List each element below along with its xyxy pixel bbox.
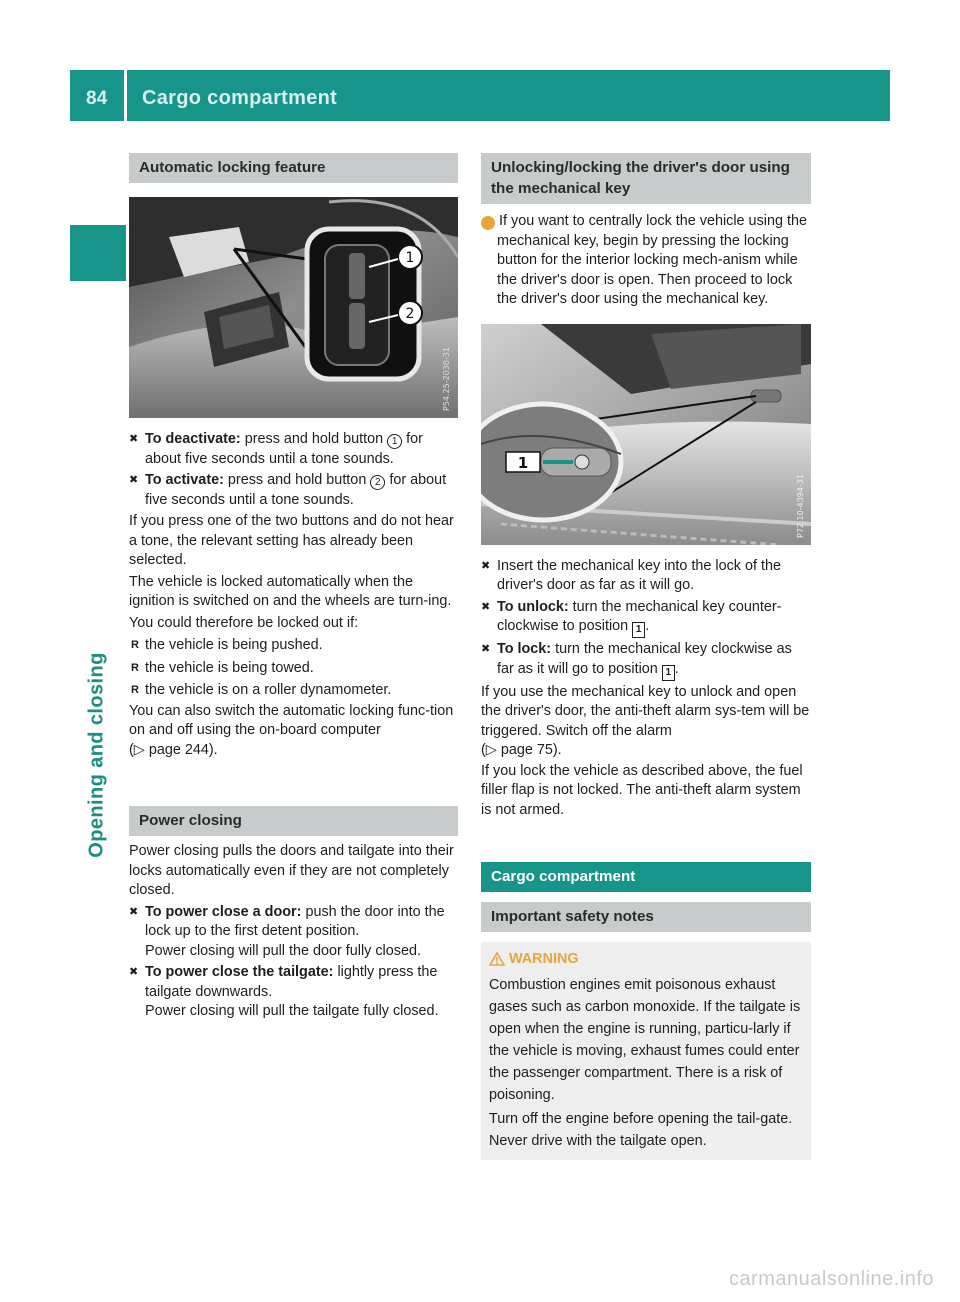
button-2-marker: 2	[370, 475, 385, 490]
warning-text: Combustion engines emit poisonous exhaust gases such as carbon monoxide. If the tailgate is open when the engine is running, particu-larly if the vehicle is moving, exhaust fumes could enter the passenger compartment. There is a risk of poisoning.	[489, 977, 801, 1103]
info-note: i If you want to centrally lock the vehicle using the mechanical key, begin by pressing the locking button for the interior locking mech-anism while the driver's door is open. Then proceed to lock the driver's door using the mechanical key.	[477, 213, 807, 307]
callout-1: 1	[517, 453, 529, 472]
watermark: carmanualsonline.info	[728, 1268, 934, 1290]
subheading-safety-notes: Important safety notes	[481, 902, 811, 932]
insert-key-step: ✖ Insert the mechanical key into the lock of the driver's door as far as it will go.	[481, 557, 811, 596]
paragraph: Power closing pulls the doors and tailgate into their locks automatically even if they are not completely closed.	[129, 843, 454, 898]
image-code: P54.25-2030-31	[442, 346, 451, 411]
header-divider	[124, 70, 127, 121]
paragraph: You could therefore be locked out if:	[129, 614, 359, 631]
paragraph: If you press one of the two buttons and do not hear a tone, the relevant setting has already been selected.	[129, 513, 454, 568]
lock-step: ✖ To lock: turn the mechanical key clockwise as far as it will go to position 1 .	[481, 640, 811, 681]
power-close-door-step: ✖ To power close a door: push the door into the lock up to the first detent position. Power closing will pull the door fully closed.	[129, 903, 458, 962]
warning-title: WARNING	[489, 948, 803, 970]
info-icon: i	[481, 216, 495, 230]
unlock-step: ✖ To unlock: turn the mechanical key counter-clockwise to position 1 .	[481, 598, 811, 639]
page-title: Cargo compartment	[142, 87, 338, 109]
section-heading-unlocking: Unlocking/locking the driver's door using the mechanical key	[481, 153, 811, 204]
list-item: R the vehicle is being towed.	[129, 659, 458, 679]
warning-text: Turn off the engine before opening the tail-gate. Never drive with the tailgate open.	[489, 1111, 793, 1149]
door-lock-image	[481, 324, 811, 545]
power-close-tailgate-step: ✖ To power close the tailgate: lightly press the tailgate downwards. Power closing will pull the tailgate fully closed.	[129, 963, 458, 1022]
page-reference-link[interactable]: (▷ page 75).	[481, 742, 562, 758]
car-door-illustration	[481, 324, 811, 545]
deactivate-step: ✖ To deactivate: press and hold button 1 for about five seconds until a tone sounds.	[129, 430, 458, 469]
warning-box	[481, 942, 811, 1160]
section-heading-cargo: Cargo compartment	[481, 862, 811, 892]
callout-2: 2	[405, 306, 415, 322]
page-number: 84	[86, 88, 108, 109]
paragraph: If you use the mechanical key to unlock and open the driver's door, the anti-theft alarm sys-tem will be triggered. Switch off the alarm	[481, 683, 810, 739]
left-column	[129, 153, 458, 1022]
section-heading-automatic-locking: Automatic locking feature	[129, 153, 458, 183]
activate-step: ✖ To activate: press and hold button 2 for about five seconds until a tone sounds.	[129, 471, 458, 510]
paragraph: The vehicle is locked automatically when the ignition is switched on and the wheels are turn-ing.	[129, 573, 452, 609]
image-code: P72.10-4394-31	[796, 473, 805, 538]
position-1-marker: 1	[632, 622, 645, 638]
paragraph: You can also switch the automatic locking func-tion on and off using the on-board computer	[129, 702, 454, 738]
warning-icon	[489, 952, 505, 966]
paragraph: If you lock the vehicle as described above, the fuel filler flap is not locked. The anti-theft alarm system is not armed.	[481, 762, 803, 818]
side-tab-label: Opening and closing	[85, 652, 108, 858]
door-switch-illustration	[129, 197, 458, 418]
page-reference-link[interactable]: (▷ page 244).	[129, 741, 218, 758]
callout-1: 1	[405, 250, 415, 266]
list-item: R the vehicle is on a roller dynamometer.	[129, 681, 458, 701]
section-heading-power-closing: Power closing	[129, 806, 458, 836]
position-1-marker: 1	[662, 665, 675, 681]
list-item: R the vehicle is being pushed.	[129, 636, 458, 656]
door-switch-image	[129, 197, 458, 418]
right-column	[477, 153, 811, 1160]
button-1-marker: 1	[387, 434, 402, 449]
side-tab-block	[70, 225, 126, 281]
side-tab	[77, 600, 117, 910]
